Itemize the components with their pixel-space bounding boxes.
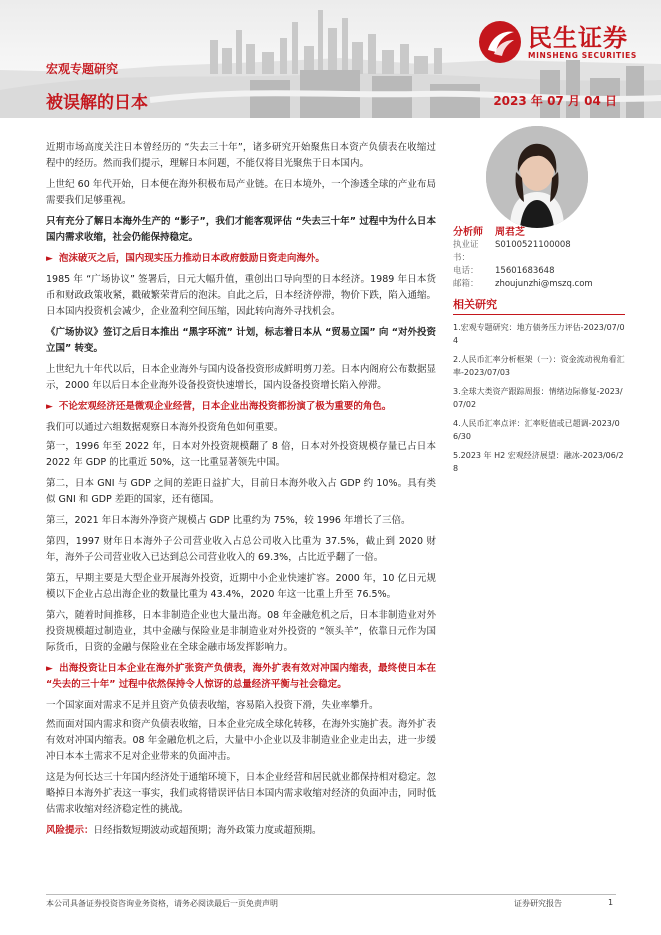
paragraph: 第三，2021 年日本海外净资产规模占 GDP 比重约为 75%，较 1996 年增长了三倍。 [46, 515, 411, 526]
email-address[interactable]: zhoujunzhi@mszq.com [495, 279, 593, 289]
footer-disclaimer: 本公司具备证券投资咨询业务资格，请务必阅读最后一页免责声明 [46, 899, 278, 908]
related-item[interactable]: 4.人民币汇率点评：汇率贬值或已超调-2023/06/30 [453, 419, 620, 441]
related-research-title: 相关研究 [453, 296, 625, 315]
related-item[interactable]: 5.2023 年 H2 宏观经济展望：融冰-2023/06/28 [453, 451, 624, 473]
footer-divider [46, 894, 616, 895]
paragraph: 1985 年 “广场协议” 签署后，日元大幅升值，重创出口导向型的日本经济。1989 年日本货币和财政政策收紧，戳破繁荣背后的泡沫。自此之后，日本经济停滞，物价下跌，陷入通缩。日本国内投资机会减少，企业盈利空间压缩，因此转向海外寻找机会。 [46, 274, 436, 317]
cert-number: S0100521100008 [495, 240, 571, 250]
header-banner [0, 0, 661, 118]
page-number: 1 [608, 898, 614, 907]
company-logo [478, 20, 637, 64]
risk-text: 日经指数短期波动或超预期；海外政策力度或超预期。 [93, 825, 322, 836]
paragraph: 上世纪 60 年代开始，日本便在海外积极布局产业链。在日本境外，一个渗透全球的产业布局需要我们足够重视。 [46, 179, 436, 206]
footer-report-kind: 证券研究报告 [514, 899, 562, 908]
related-item[interactable]: 3.全球大类资产跟踪周报：情绪边际修复-2023/07/02 [453, 387, 623, 409]
paragraph: 这是为何长达三十年国内经济处于通缩环境下，日本企业经营和居民就业都保持相对稳定。忽略掉日本海外扩表这一事实，我们或将错误评估日本国内需求收缩对经济的负面冲击，同时低估需求收缩对经济稳定性的挑战。 [46, 772, 436, 815]
key-point: 只有充分了解日本海外生产的 “影子”，我们才能客观评估 “失去三十年” 过程中为什么日本国内需求收缩，社会仍能保持稳定。 [46, 216, 436, 243]
paragraph: 第四，1997 财年日本海外子公司营业收入占总公司收入比重为 37.5%，截止到 2020 财年，海外子公司营业收入已达到总公司营业收入的 69.3%，占比近乎翻了一倍。 [46, 536, 436, 563]
analyst-info [453, 226, 625, 291]
analyst-avatar [486, 126, 588, 228]
arrow-icon: ► [46, 402, 53, 412]
phone-label: 电话： [453, 266, 479, 276]
related-research-list [453, 321, 625, 475]
minsheng-logo-icon [478, 20, 522, 64]
related-research [453, 296, 625, 481]
arrow-icon: ► [46, 254, 53, 264]
paragraph: 第一，1996 年至 2022 年，日本对外投资规模翻了 8 倍，日本对外投资规模存量已占日本 2022 年 GDP 的比重近 50%，这一比重显著领先中国。 [46, 441, 436, 468]
paragraph: 近期市场高度关注日本曾经历的 “失去三十年”，诸多研究开始聚焦日本资产负债表在收缩过程中的经历。然而我们提示，理解日本问题，不能仅将目光聚焦于日本国内。 [46, 142, 436, 169]
risk-warning [46, 823, 436, 839]
section-heading: ► 不论宏观经济还是微观企业经营，日本企业出海投资都扮演了极为重要的角色。 [46, 401, 392, 412]
phone-number: 15601683648 [495, 266, 555, 276]
main-content [46, 140, 436, 844]
paragraph: 上世纪九十年代以后，日本企业海外与国内设备投资形成鲜明剪刀差。日本内阁府公布数据显示，2000 年以后日本企业海外设备投资快速增长，国内设备投资增长陷入停滞。 [46, 364, 436, 391]
paragraph: 我们可以通过六组数据观察日本海外投资角色如何重要。 [46, 422, 284, 433]
report-date: 2023 年 07 月 04 日 [493, 94, 617, 108]
section-heading: ► 泡沫破灭之后，国内现实压力推动日本政府鼓励日资走向海外。 [46, 253, 325, 264]
report-type: 宏观专题研究 [46, 62, 119, 76]
key-point: 《广场协议》签订之后日本推出 “黑字环流” 计划，标志着日本从 “贸易立国” 向 “对外投资立国” 转变。 [46, 327, 436, 354]
section-heading: ► 出海投资让日本企业在海外扩张资产负债表，海外扩表有效对冲国内缩表，最终使日本在 “失去的三十年” 过程中依然保持令人惊讶的总量经济平衡与社会稳定。 [46, 663, 436, 690]
related-item[interactable]: 1.宏观专题研究：地方债务压力评估-2023/07/04 [453, 323, 625, 345]
paragraph: 第五，早期主要是大型企业开展海外投资，近期中小企业快速扩容。2000 年，10 亿日元规模以下企业占总出海企业的数量比重为 43.4%，2020 年这一比重上升至 76.5%。 [46, 573, 436, 600]
paragraph: 一个国家面对需求不足并且资产负债表收缩，容易陷入投资下滑，失业率攀升。 [46, 700, 379, 711]
paragraph: 第六，随着时间推移，日本非制造企业也大量出海。08 年金融危机之后，日本非制造业对外投资规模超过制造业，其中金融与保险业是非制造业对外投资的 “领头羊”，依靠日元作为国际货币，日资的金融与保险业在全球金融市场发挥影响力。 [46, 610, 436, 653]
paragraph: 然而面对国内需求和资产负债表收缩，日本企业完成全球化转移，在海外实施扩表。海外扩表有效对冲国内缩表。08 年金融危机之后，大量中小企业以及非制造业企业走出去，进一步缓冲日本本土需求不足对企业带来的负面冲击。 [46, 719, 436, 762]
related-item[interactable]: 2.人民币汇率分析框架（一）：资金流动视角看汇率-2023/07/03 [453, 355, 625, 377]
arrow-icon: ► [46, 664, 53, 674]
risk-label: 风险提示： [46, 825, 94, 836]
analyst-role: 分析师 [453, 227, 483, 238]
logo-text-en: MINSHENG SECURITIES [528, 50, 637, 60]
email-label: 邮箱： [453, 279, 479, 289]
report-title: 被误解的日本 [46, 93, 148, 113]
cert-label: 执业证书： [453, 240, 479, 263]
analyst-photo-icon [486, 126, 588, 228]
analyst-name: 周君芝 [495, 227, 525, 238]
paragraph: 第二，日本 GNI 与 GDP 之间的差距日益扩大，目前日本海外收入占 GDP 约 10%。具有类似 GNI 和 GDP 差距的国家，还有德国。 [46, 478, 436, 505]
logo-text-cn: 民生证券 [528, 23, 628, 52]
